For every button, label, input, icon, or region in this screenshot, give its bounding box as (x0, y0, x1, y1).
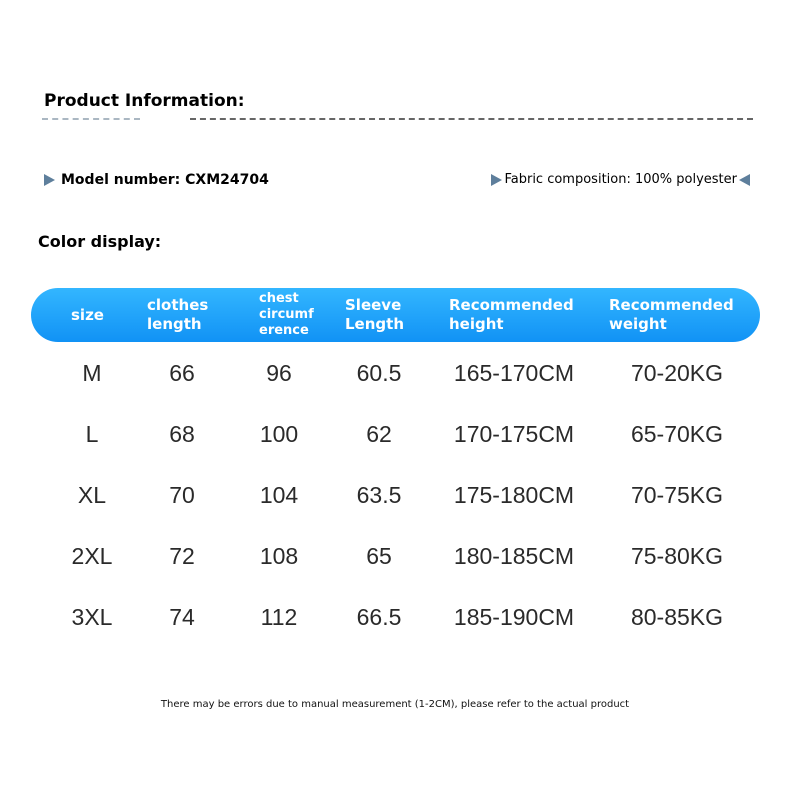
header-clothes-length-line: clothes (147, 296, 209, 314)
table-cell: 175-180CM (453, 481, 575, 508)
header-chest-circumference (259, 288, 314, 342)
table-row (31, 536, 760, 576)
table-cell: 170-175CM (453, 420, 575, 447)
table-cell: 68 (169, 420, 195, 447)
table-cell: 70-75KG (630, 481, 724, 508)
color-display-label: Color display: (38, 232, 162, 251)
table-cell: 2XL (71, 542, 113, 569)
table-cell: 185-190CM (453, 603, 575, 630)
header-chest-line: chest (259, 291, 299, 306)
table-cell: 63.5 (356, 481, 402, 508)
table-cell: 66.5 (356, 603, 402, 630)
table-cell: 60.5 (356, 359, 402, 386)
measurement-footnote: There may be errors due to manual measurement (1-2CM), please refer to the actual product (160, 699, 630, 710)
table-cell: 74 (169, 603, 195, 630)
table-cell: 72 (169, 542, 195, 569)
table-cell: 180-185CM (453, 542, 575, 569)
header-height-line: height (449, 315, 504, 333)
table-cell: 100 (259, 420, 299, 447)
model-number-text: Model number: CXM24704 (61, 172, 269, 188)
table-row (31, 475, 760, 515)
header-sleeve-length (345, 288, 404, 342)
table-cell: 62 (366, 420, 392, 447)
title-underline-long (190, 118, 753, 120)
triangle-left-icon (739, 174, 750, 186)
size-table-header (31, 288, 760, 342)
header-recommended-height (449, 288, 574, 342)
table-cell: XL (77, 481, 107, 508)
header-sleeve-line: Length (345, 315, 404, 333)
header-clothes-length (147, 288, 208, 342)
header-sleeve-line: Sleeve (345, 296, 402, 314)
table-cell: 104 (259, 481, 299, 508)
fabric-composition-line (491, 172, 750, 187)
table-row (31, 414, 760, 454)
table-cell: 65 (366, 542, 392, 569)
header-size (71, 288, 104, 342)
product-info-title: Product Information: (44, 91, 245, 111)
table-cell: 96 (266, 359, 292, 386)
table-cell: 70 (169, 481, 195, 508)
triangle-right-icon (44, 174, 55, 186)
header-chest-line: erence (259, 323, 309, 338)
table-cell: 80-85KG (630, 603, 724, 630)
table-cell: 70-20KG (630, 359, 724, 386)
table-cell: 75-80KG (630, 542, 724, 569)
table-cell: L (85, 420, 99, 447)
table-cell: 66 (169, 359, 195, 386)
header-weight-line: Recommended (609, 296, 734, 314)
table-cell: 65-70KG (630, 420, 724, 447)
header-height-line: Recommended (449, 296, 574, 314)
triangle-right-icon (491, 174, 502, 186)
fabric-composition-text: Fabric composition: 100% polyester (504, 172, 737, 187)
header-chest-line: circumf (259, 307, 314, 322)
title-underline-short (42, 118, 140, 120)
table-cell: 3XL (71, 603, 113, 630)
header-size-line: size (71, 305, 104, 324)
table-cell: 112 (260, 603, 298, 630)
table-cell: 165-170CM (453, 359, 575, 386)
table-row (31, 597, 760, 637)
table-cell: M (82, 359, 102, 386)
header-clothes-length-line: length (147, 315, 202, 333)
table-row (31, 353, 760, 393)
header-recommended-weight (609, 288, 734, 342)
table-cell: 108 (259, 542, 299, 569)
header-weight-line: weight (609, 315, 667, 333)
model-number-line (44, 172, 269, 188)
